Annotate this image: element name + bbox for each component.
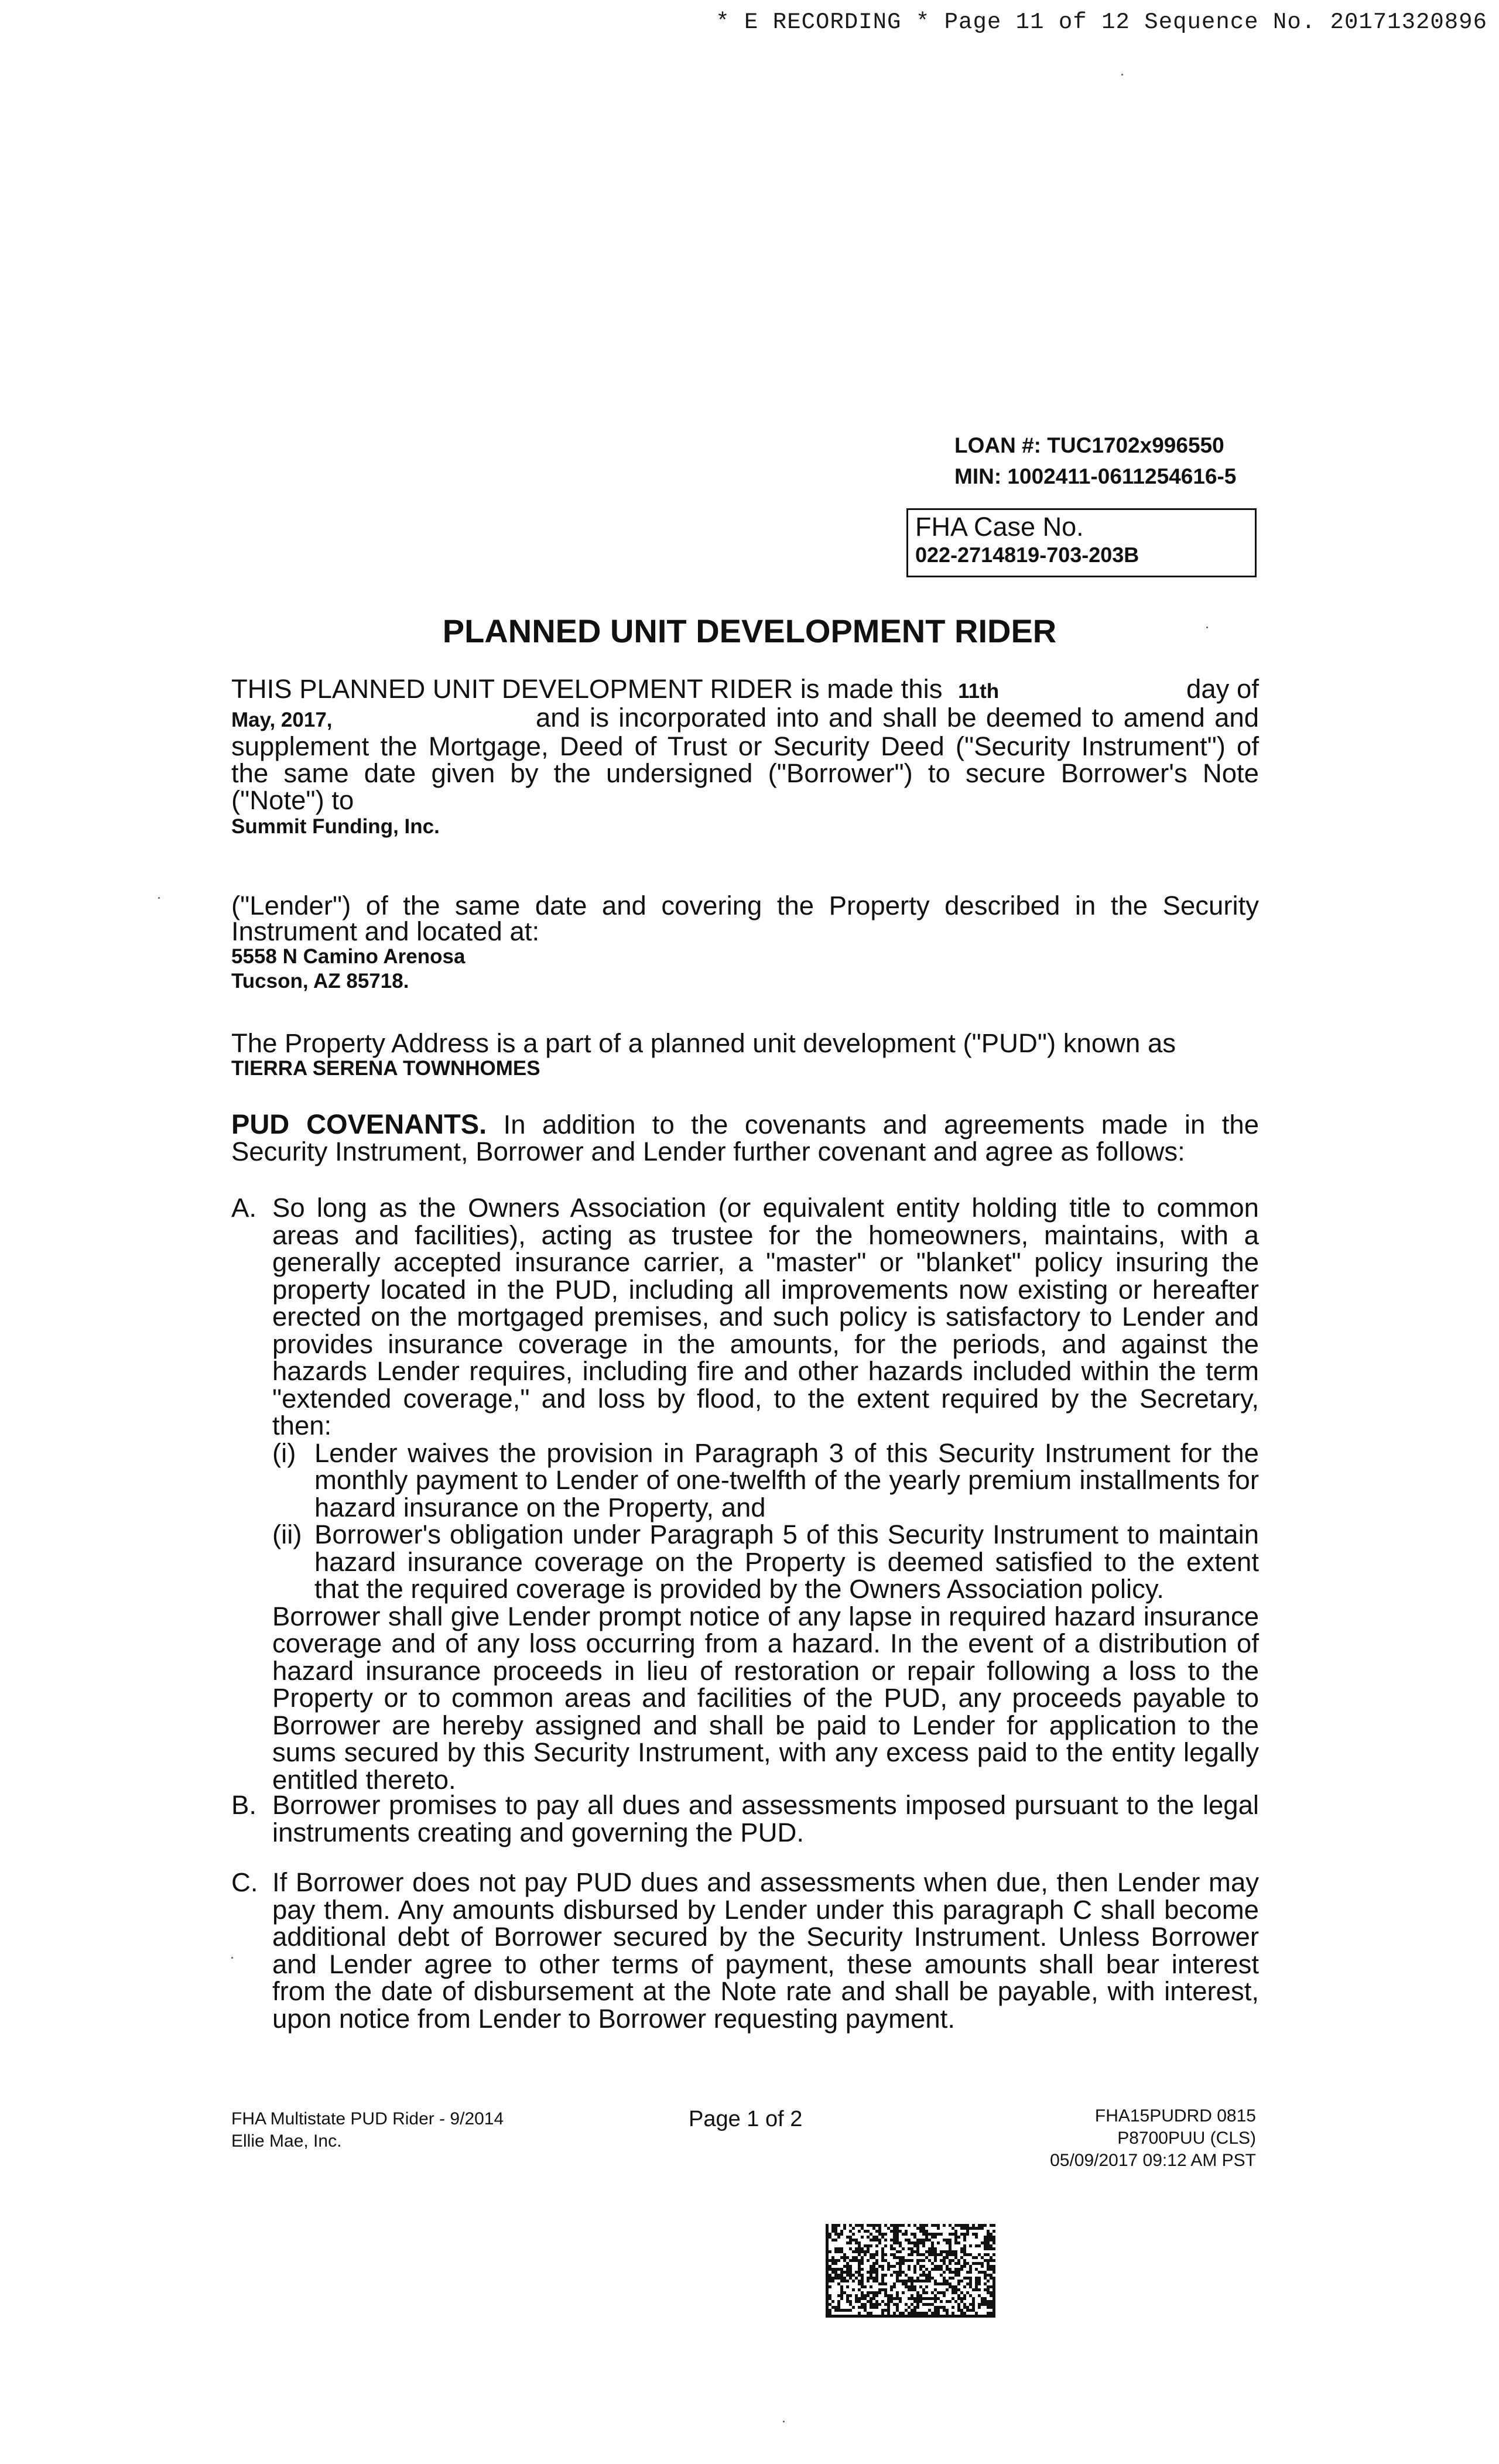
footer-code-1: FHA15PUDRD 0815 bbox=[1094, 2106, 1256, 2126]
covenant-c-mark: C. bbox=[231, 1867, 258, 1897]
covenants-text: In addition to the covenants and agreements made in the Security Instrument, Borrower and Lender further covenant and agree as follows: bbox=[231, 1110, 1259, 1166]
intro-text-1: THIS PLANNED UNIT DEVELOPMENT RIDER is made this bbox=[231, 674, 943, 704]
footer-right bbox=[995, 2105, 1256, 2172]
scan-speck bbox=[231, 1957, 233, 1959]
covenant-a-sub-i bbox=[272, 1440, 1259, 1522]
covenant-b-text: Borrower promises to pay all dues and assessments imposed pursuant to the legal instruments creating and governing the PUD. bbox=[272, 1790, 1259, 1847]
fha-case-number: 022-2714819-703-203B bbox=[915, 543, 1139, 567]
lender-name: Summit Funding, Inc. bbox=[231, 815, 440, 838]
scan-speck bbox=[783, 2421, 785, 2422]
scan-speck bbox=[1206, 627, 1208, 628]
intro-paragraph bbox=[231, 675, 1259, 840]
covenant-a-sub-i-text: Lender waives the provision in Paragraph 3 of this Security Instrument for the monthly payment to Lender of one-twelfth of the yearly premium installments for hazard insurance on the Property, and bbox=[314, 1438, 1259, 1522]
covenant-a-sub-i-mark: (i) bbox=[272, 1438, 296, 1468]
loan-info bbox=[954, 430, 1259, 492]
scan-speck bbox=[1121, 74, 1123, 76]
min-number: MIN: 1002411-0611254616-5 bbox=[954, 464, 1237, 488]
intro-day: 11th bbox=[958, 680, 1000, 703]
property-address-line-1: 5558 N Camino Arenosa bbox=[231, 945, 466, 968]
covenant-a-text-2: Borrower shall give Lender prompt notice of any lapse in required hazard insurance coverage and of any loss occurring from a hazard. In the event of a distribution of hazard insurance proceeds in lieu of restoration or repair following a loss to the Property or to common areas and facilities of the PUD, any proceeds payable to Borrower are hereby assigned and shall be paid to Lender for application to the sums secured by this Security Instrument, with any excess paid to the entity legally entitled thereto. bbox=[272, 1601, 1259, 1795]
covenant-a-mark: A. bbox=[231, 1193, 256, 1223]
footer-timestamp: 05/09/2017 09:12 AM PST bbox=[1050, 2151, 1256, 2170]
footer-code-2: P8700PUU (CLS) bbox=[1117, 2128, 1256, 2148]
lender-text: ("Lender") of the same date and covering the Property described in the Security Instrument and located at: bbox=[231, 891, 1259, 946]
intro-month-year: May, 2017, bbox=[231, 709, 333, 731]
footer-form-name: FHA Multistate PUD Rider - 9/2014 bbox=[231, 2109, 504, 2128]
pud-text: The Property Address is a part of a planned unit development ("PUD") known as bbox=[231, 1028, 1176, 1058]
recording-header: * E RECORDING * Page 11 of 12 Sequence No. 20171320896 bbox=[716, 9, 1487, 35]
pud-name: TIERRA SERENA TOWNHOMES bbox=[231, 1057, 540, 1080]
page-title: PLANNED UNIT DEVELOPMENT RIDER bbox=[442, 612, 1057, 649]
covenant-a-sub-ii-text: Borrower's obligation under Paragraph 5 of this Security Instrument to maintain hazard insurance coverage on the Property is deemed satisfied to the extent that the required coverage is provided by the Owners Association policy. bbox=[314, 1520, 1259, 1604]
loan-number: LOAN #: TUC1702x996550 bbox=[954, 433, 1224, 457]
pud-paragraph bbox=[231, 1029, 1259, 1080]
covenant-a bbox=[231, 1195, 1259, 1794]
property-address-line-2: Tucson, AZ 85718. bbox=[231, 970, 409, 993]
lender-paragraph bbox=[231, 893, 1259, 994]
covenant-a-sub-ii bbox=[272, 1521, 1259, 1603]
barcode-icon bbox=[826, 2224, 995, 2318]
intro-text-2: day of bbox=[1186, 674, 1259, 704]
fha-case-label: FHA Case No. bbox=[915, 512, 1084, 542]
footer-left bbox=[231, 2108, 504, 2152]
covenant-a-sub-ii-mark: (ii) bbox=[272, 1520, 302, 1549]
footer-vendor: Ellie Mae, Inc. bbox=[231, 2131, 342, 2151]
fha-case-box bbox=[906, 508, 1257, 577]
scan-speck bbox=[158, 897, 160, 899]
covenant-b bbox=[231, 1792, 1259, 1846]
covenant-b-mark: B. bbox=[231, 1790, 256, 1820]
footer-page-number: Page 1 of 2 bbox=[689, 2107, 803, 2131]
intro-text-3: and is incorporated into and shall be deemed to amend and supplement the Mortgage, Deed of Trust or Security Deed ("Security Instrument") of the same date given by the undersigned ("Borrower") to secure Borrower's Note ("Note") to bbox=[231, 703, 1259, 815]
covenant-c-text: If Borrower does not pay PUD dues and assessments when due, then Lender may pay them. Any amounts disbursed by Lender under this paragraph C shall become additional debt of Borrower secured by the Security Instrument. Unless Borrower and Lender agree to other terms of payment, these amounts shall bear interest from the date of disbursement at the Note rate and shall be payable, with interest, upon notice from Lender to Borrower requesting payment. bbox=[272, 1867, 1259, 2034]
covenants-intro bbox=[231, 1108, 1259, 1166]
covenant-c bbox=[231, 1869, 1259, 2032]
covenants-heading: PUD COVENANTS. bbox=[231, 1108, 487, 1139]
covenant-a-text: So long as the Owners Association (or equivalent entity holding title to common areas and facilities), acting as trustee for the homeowners, maintains, with a generally accepted insurance carrier, a "master" or "blanket" policy insuring the property located in the PUD, including all improvements now existing or hereafter erected on the mortgaged premises, and such policy is satisfactory to Lender and provides insurance coverage in the amounts, for the periods, and against the hazards Lender requires, including fire and other hazards included within the term "extended coverage," and loss by flood, to the extent required by the Secretary, then: bbox=[272, 1193, 1259, 1440]
